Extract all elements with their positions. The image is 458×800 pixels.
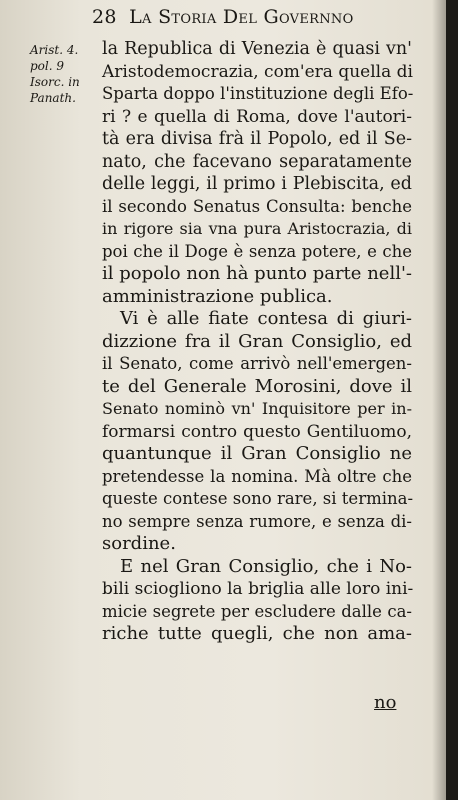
text-line: riche tutte quegli, che non ama- (102, 623, 412, 644)
margin-notes (30, 42, 98, 106)
margin-note-line: Isorc. in (30, 75, 80, 89)
text-line: amministrazione publica. (102, 285, 333, 307)
body-text (102, 38, 412, 646)
text-line: ri ? e quella di Roma, dove l'autori- (102, 106, 412, 127)
text-line: tà era divisa frà il Popolo, ed il Se- (102, 129, 412, 149)
text-line: Sparta doppo l'instituzione degli Efo- (102, 84, 414, 103)
text-line: quantunque il Gran Consiglio ne (102, 443, 412, 464)
margin-note-line: Arist. 4. (30, 43, 79, 57)
text-line: Vi è alle fiate contesa di giuri- (120, 308, 412, 329)
text-line: no sempre senza rumore, e senza di- (102, 511, 412, 531)
text-line: nato, che facevano separatamente (102, 151, 412, 172)
text-line: bili sciogliono la briglia alle loro ini- (102, 579, 414, 599)
running-title: La Storia Del Governno (129, 6, 354, 28)
text-line: in rigore sia vna pura Aristocrazia, di (102, 219, 412, 238)
text-line: dizzione fra il Gran Consiglio, ed (102, 330, 412, 352)
text-line: micie segrete per escludere dalle ca- (102, 601, 412, 621)
text-line: Senato nominò vn' Inquisitore per in- (102, 399, 412, 418)
paragraph-1 (102, 38, 412, 308)
text-line: la Republica di Venezia è quasi vn' (102, 39, 412, 59)
text-line: il popolo non hà punto parte nell'- (102, 263, 412, 284)
text-line: il secondo Senatus Consulta: benche (102, 196, 412, 216)
catchword: no (374, 692, 397, 713)
text-line: sordine. (102, 533, 176, 554)
margin-note-line: pol. 9 (30, 59, 65, 73)
text-line: queste contese sono rare, si termina- (102, 489, 414, 508)
paragraph-2 (102, 308, 412, 556)
paragraph-3 (102, 556, 412, 646)
margin-note-line: Panath. (30, 91, 76, 105)
text-line: poi che il Doge è senza potere, e che (102, 241, 412, 261)
text-line: E nel Gran Consiglio, che i No- (120, 555, 412, 577)
text-line: formarsi contro questo Gentiluomo, (102, 421, 412, 442)
page-header (92, 6, 412, 32)
text-line: delle leggi, il primo i Plebiscita, ed (102, 174, 412, 194)
text-line: il Senato, come arrivò nell'emergen- (102, 354, 412, 373)
page-number: 28 (92, 6, 117, 28)
text-line: Aristodemocrazia, com'era quella di (102, 61, 413, 82)
text-line: te del Generale Morosini, dove il (102, 375, 412, 397)
text-line: pretendesse la nomina. Mà oltre che (102, 466, 412, 486)
